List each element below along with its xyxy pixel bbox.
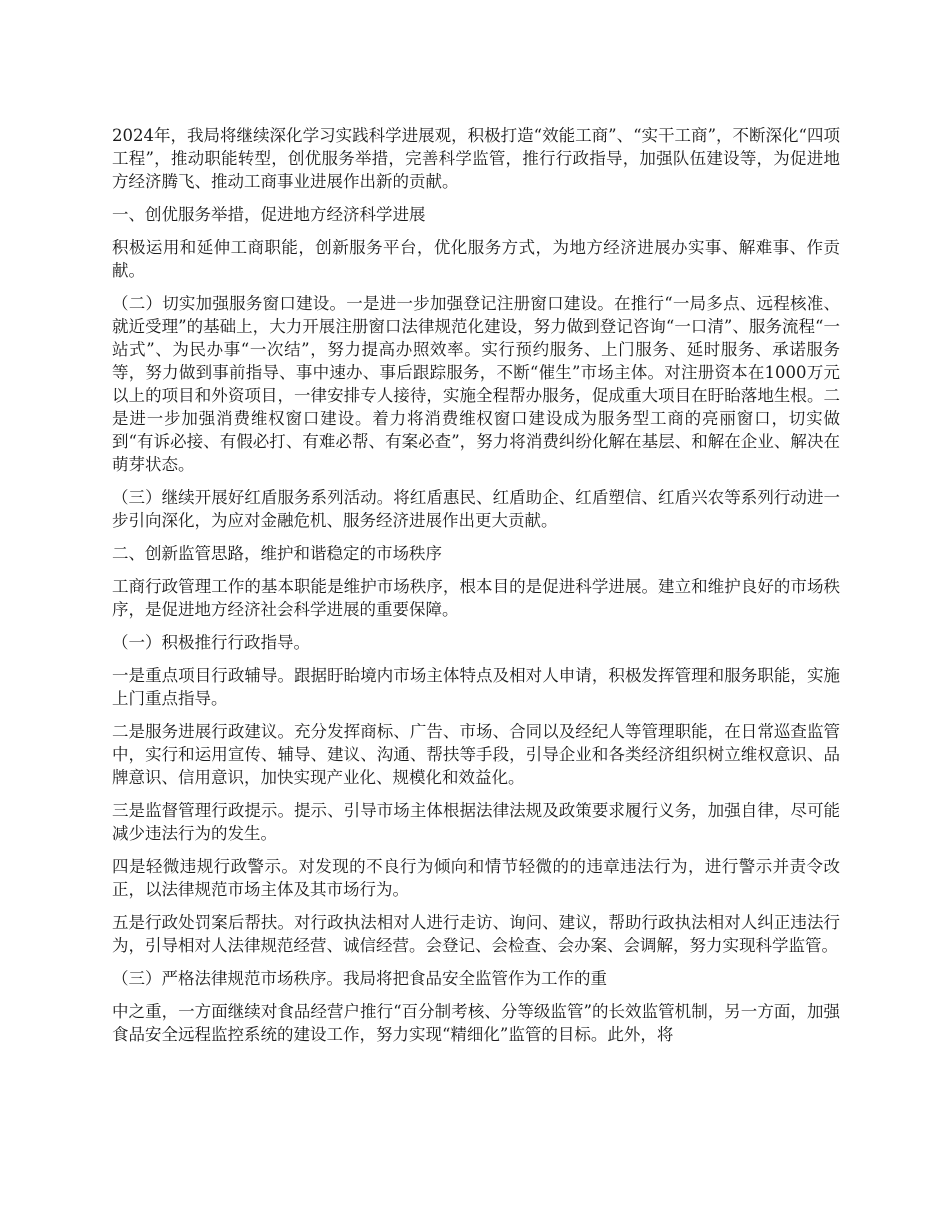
body-paragraph: 二是服务进展行政建议。充分发挥商标、广告、市场、合同以及经纪人等管理职能，在日常巡查监管中，实行和运用宣传、辅导、建议、沟通、帮扶等手段，引导企业和各类经济组织树立维权意识、品牌意识、信用意识，加快实现产业化、规模化和效益化。 [112, 722, 840, 787]
subsection-heading: （一）积极推行行政指导。 [112, 633, 310, 652]
section-heading-supervision: 二、创新监管思路，维护和谐稳定的市场秩序 [112, 544, 442, 563]
body-paragraph: 三是监督管理行政提示。提示、引导市场主体根据法律法规及政策要求履行义务，加强自律，尽可能减少违法行为的发生。 [112, 801, 840, 843]
body-paragraph: 中之重，一方面继续对食品经营户推行“百分制考核、分等级监管”的长效监管机制，另一方面，加强食品安全远程监控系统的建设工作，努力实现“精细化”监管的目标。此外，将 [112, 1002, 840, 1044]
body-paragraph: 五是行政处罚案后帮扶。对行政执法相对人进行走访、询问、建议，帮助行政执法相对人纠正违法行为，引导相对人法律规范经营、诚信经营。会登记、会检查、会办案、会调解，努力实现科学监管。 [112, 913, 840, 955]
section-heading-service: 一、创优服务举措，促进地方经济科学进展 [112, 205, 426, 224]
body-paragraph: 四是轻微违规行政警示。对发现的不良行为倾向和情节轻微的的违章违法行为，进行警示并责令改正，以法律规范市场主体及其市场行为。 [112, 857, 840, 899]
body-paragraph: 一是重点项目行政辅导。跟据盱眙境内市场主体特点及相对人申请，积极发挥管理和服务职能，实施上门重点指导。 [112, 666, 840, 708]
body-paragraph: （二）切实加强服务窗口建设。一是进一步加强登记注册窗口建设。在推行“一局多点、远程核准、就近受理”的基础上，大力开展注册窗口法律规范化建设，努力做到登记咨询“一口清”、服务流程“一站式”、为民办事“一次结”，努力提高办照效率。实行预约服务、上门服务、延时服务、承诺服务等，努力做到事前指导、事中速办、事后跟踪服务，不断“催生”市场主体。对注册资本在1000万元以上的项目和外资项目，一律安排专人接待，实施全程帮办服务，促成重大项目在盱眙落地生根。二是进一步加强消费维权窗口建设。着力将消费维权窗口建设成为服务型工商的亮丽窗口，切实做到“有诉必接、有假必打、有难必帮、有案必查”，努力将消费纠纷化解在基层、和解在企业、解决在萌芽状态。 [112, 294, 840, 474]
body-paragraph: （三）继续开展好红盾服务系列活动。将红盾惠民、红盾助企、红盾塑信、红盾兴农等系列行动进一步引向深化，为应对金融危机、服务经济进展作出更大贡献。 [112, 488, 840, 530]
document-page [112, 124, 840, 1056]
body-paragraph: 积极运用和延伸工商职能，创新服务平台，优化服务方式，为地方经济进展办实事、解难事、作贡献。 [112, 238, 840, 280]
intro-paragraph: 2024年，我局将继续深化学习实践科学进展观，积极打造“效能工商”、“实干工商”，不断深化“四项工程”，推动职能转型，创优服务举措，完善科学监管，推行行政指导，加强队伍建设等，为促进地方经济腾飞、推动工商事业进展作出新的贡献。 [112, 126, 840, 191]
body-paragraph: 工商行政管理工作的基本职能是维护市场秩序，根本目的是促进科学进展。建立和维护良好的市场秩序，是促进地方经济社会科学进展的重要保障。 [112, 577, 840, 619]
body-paragraph: （三）严格法律规范市场秩序。我局将把食品安全监管作为工作的重 [112, 969, 607, 988]
